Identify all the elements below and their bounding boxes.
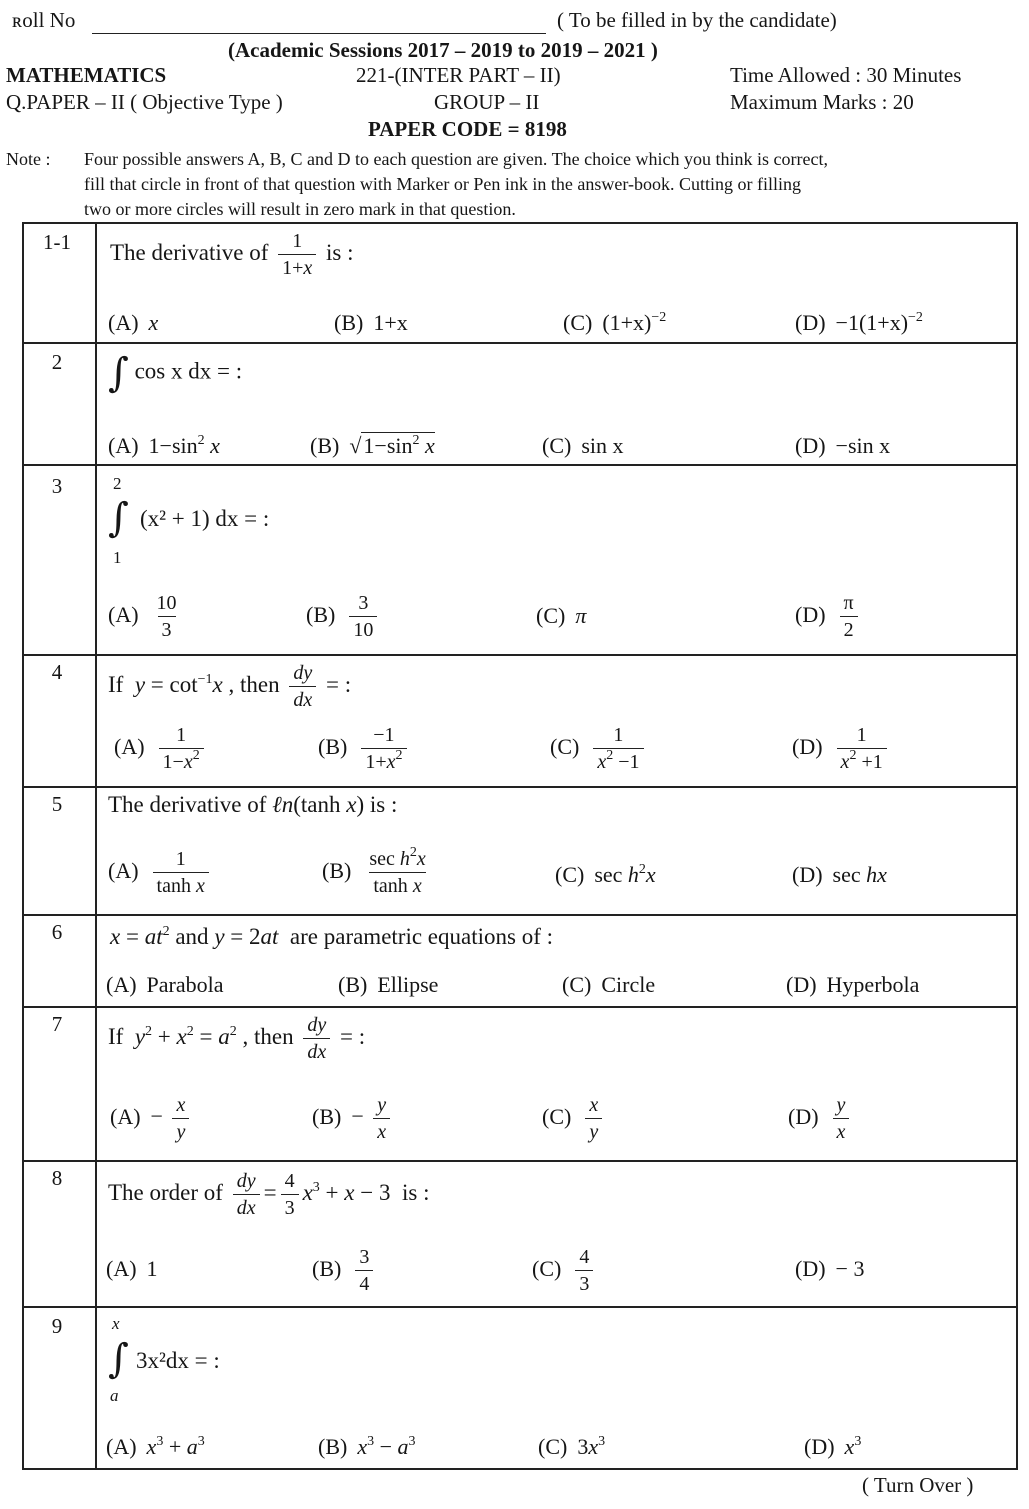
note-label: Note : <box>6 149 51 169</box>
option-a: (A) x <box>108 310 159 335</box>
integral-sign: ∫ <box>108 350 129 396</box>
row-divider <box>22 914 1018 916</box>
option-b: (B) Ellipse <box>338 972 439 997</box>
option-c: (C) $(1+x)^{-2}$ <box>563 310 667 335</box>
option-c: (C) $\sec h^2x$ <box>555 862 656 887</box>
option-c: (C) $\frac{1}{x^2 -1}$ <box>550 722 648 775</box>
question-number: 7 <box>51 1012 63 1036</box>
row-divider <box>22 1306 1018 1308</box>
row-divider <box>22 342 1018 344</box>
upper-limit: x <box>112 1314 120 1333</box>
option-c: (C) sin x <box>542 433 624 458</box>
paper-code: PAPER CODE = 8198 <box>368 117 567 141</box>
subject: MATHEMATICS <box>6 63 167 87</box>
option-d: (D) $x^3$ <box>804 1434 862 1459</box>
option-b: (B) $\frac{\sec h^2x}{\text{tanh x}}$ <box>322 845 426 897</box>
question-stem: The derivative of ℓn(tanh x) is : <box>108 792 398 817</box>
option-a: (A) $1-\sin^2$ x <box>108 433 220 458</box>
option-a: (A) $x^3 + a^3$ <box>106 1434 205 1459</box>
row-divider <box>22 464 1018 466</box>
option-c: (C) $3x^3$ <box>538 1434 606 1459</box>
option-c: (C) $\frac{x}{y}$ <box>542 1092 606 1145</box>
option-d: (D) $\frac{y}{x}$ <box>788 1092 853 1145</box>
question-number: 2 <box>51 350 63 374</box>
question-stem: $x = at^2$ and y = 2at are parametric equations of : <box>110 924 554 949</box>
integral-sign: ∫ <box>108 1336 129 1382</box>
table-column-divider <box>95 222 97 1470</box>
question-stem: If $y^2 + x^2 = a^2$ , then $\frac{dy}{dx}$ = : <box>108 1014 366 1063</box>
question-stem: The order of $\frac{dy}{dx}$ = $\frac{4}{3}$ $x^3 + x - 3$ is : <box>108 1170 430 1219</box>
question-number: 6 <box>51 920 63 944</box>
question-stem: If $y = \cot^{-1}x$ , then $\frac{dy}{dx}$ = : <box>108 662 352 711</box>
lower-limit: 1 <box>113 548 122 567</box>
question-number: 9 <box>51 1314 63 1338</box>
integral-sign: ∫ <box>108 495 129 541</box>
question-number: 8 <box>51 1166 63 1190</box>
option-d: (D) $\frac{1}{x^2 +1}$ <box>792 722 891 775</box>
option-b: (B) $\frac{-1}{1+x^2}$ <box>318 722 411 775</box>
note-line-3: two or more circles will result in zero mark in that question. <box>84 199 516 219</box>
upper-limit: 2 <box>113 474 122 493</box>
option-d: $(D) -1(1+x)^{-2}$ <box>795 310 923 335</box>
row-divider <box>22 1006 1018 1008</box>
option-c: (C) π <box>536 603 587 628</box>
maximum-marks: Maximum Marks : 20 <box>730 90 914 114</box>
question-stem: (x² + 1) dx = : <box>140 506 270 531</box>
option-d: (D) −sin x <box>795 433 891 458</box>
note-line-2: fill that circle in front of that question with Marker or Pen ink in the answer-book. Cutting or filling <box>84 174 801 194</box>
row-divider <box>22 1160 1018 1162</box>
question-stem: 3x²dx = : <box>136 1348 220 1373</box>
option-b: (B) $\frac{3}{4}$ <box>312 1244 377 1297</box>
option-d: (D) Hyperbola <box>786 972 920 997</box>
group: GROUP – II <box>434 90 540 114</box>
option-a: (A) $\frac{1}{\text{tanh x}}$ <box>108 846 213 899</box>
option-b: (B) − $\frac{y}{x}$ <box>312 1092 394 1145</box>
question-number: 1-1 <box>43 230 71 254</box>
question-stem: ∫ cos x dx = : <box>108 350 243 396</box>
note-line-1: Four possible answers A, B, C and D to each question are given. The choice which you think is correct, <box>84 149 829 169</box>
roll-no-label: ʀoll No <box>12 8 76 32</box>
option-d: (D) − 3 <box>795 1256 865 1281</box>
academic-sessions: (Academic Sessions 2017 – 2019 to 2019 – 2021 ) <box>228 38 658 62</box>
question-number: 5 <box>51 792 63 816</box>
row-divider <box>22 786 1018 788</box>
roll-no-line <box>92 33 546 34</box>
option-c: (C) Circle <box>562 972 656 997</box>
paper-type: Q.PAPER – II ( Objective Type ) <box>6 90 283 114</box>
question-number: 4 <box>51 660 63 684</box>
option-a: (A) Parabola <box>106 972 224 997</box>
row-divider <box>22 654 1018 656</box>
option-a: (A) $\frac{1}{1-x^2}$ <box>114 722 208 775</box>
option-b: (B) $\frac{3}{10}$ <box>306 590 381 643</box>
option-b: (B) $x^3 - a^3$ <box>318 1434 416 1459</box>
option-c: (C) $\frac{4}{3}$ <box>532 1244 597 1297</box>
turn-over: ( Turn Over ) <box>862 1473 974 1497</box>
time-allowed: Time Allowed : 30 Minutes <box>730 63 962 87</box>
option-b: (B) $√1-\sin^2$ x <box>310 433 435 458</box>
option-a: (A) − $\frac{x}{y}$ <box>110 1092 193 1145</box>
fill-note: ( To be filled in by the candidate) <box>557 8 837 32</box>
option-d: (D) sec hx <box>792 862 887 887</box>
question-number: 3 <box>51 474 63 498</box>
option-a: (A) $\frac{10}{3}$ <box>108 592 177 641</box>
option-d: (D) $\frac{\pi}{2}$ <box>795 590 862 643</box>
option-a: (A) 1 <box>106 1256 158 1281</box>
course: 221-(INTER PART – II) <box>356 63 561 87</box>
option-b: (B) 1+x <box>334 310 408 335</box>
question-stem: The derivative of $\frac{1}{1+x}$ is : <box>110 230 354 279</box>
lower-limit: a <box>110 1386 119 1405</box>
